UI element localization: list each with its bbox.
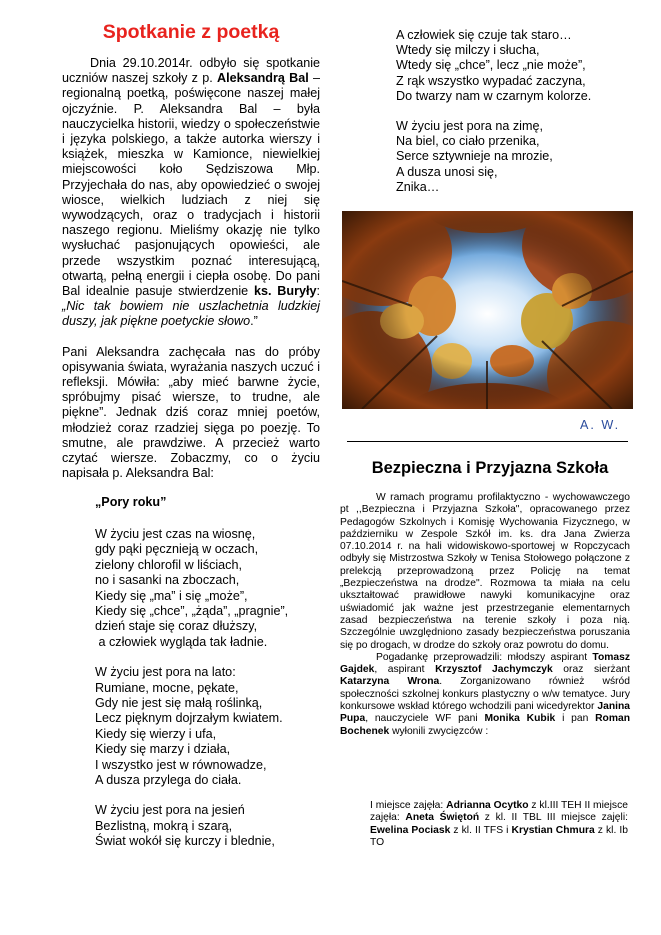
winner-name: Aneta Świętoń xyxy=(405,812,480,824)
text: – regionalną poetką, poświęcone naszej małej ojczyźnie. P. Aleksandra Bal – była nauczycielka historii, wiedzy o społeczeństwie i języka polskiego, a także autorka wierszy i książek, mieszka w Kamionce, niewielkiej miejscowości koło Sędziszowa Młp. Przyjechała do nas, aby opowiedzieć o swojej wiosce, wielkich ludziach z niej się wywodzących, oraz o tradycjach i historii naszego regionu. Mieliśmy okazję nie tylko wysłuchać pasjonujących opowieści, ale przede wszystkim poznać interesującą, otwartą, pełną energii i ciepła osobę. Do pani Bal idealnie pasuje stwierdzenie xyxy=(62,71,321,299)
poem-line: Wtedy się milczy i słucha, xyxy=(396,43,540,58)
text: Dnia 29.10.2014r. odbyło się spotkanie uczniów naszej szkoły z p. xyxy=(62,56,320,86)
poem-line: zielony chlorofil w liściach, xyxy=(95,557,242,572)
winner-name: Ewelina Pociask xyxy=(370,824,451,836)
poem-line: W życiu jest pora na lato: xyxy=(95,665,236,680)
poem-line: A człowiek się czuje tak staro… xyxy=(396,28,572,42)
text: z kl. Ib TO xyxy=(370,824,628,848)
text: z kl. II TFS i xyxy=(450,824,512,836)
article-2-title: Bezpieczna i Przyjazna Szkoła xyxy=(371,459,609,477)
poem-line: gdy pąki pęcznieją w oczach, xyxy=(95,542,259,557)
article-2-paragraph-1: W ramach programu profilaktyczno - wychowawczego pt ,,Bezpieczna i Przyjazna Szkoła", opracowanego przez Pedagogów Szkolnych i Komisję Wychowania Fizycznego, w październiku w Zespole Szkół im. ks. dra Jana Zwierza 07.10.2014 r. na hali widowiskowo-sportowej w Ropczycach odbyły się Mistrzostwa Szkoły w Tenisa Stołowego połączone z prelekcją przeprowadzoną przez Policję na temat „Bezpieczeństwa na drodze". Rozmowa ta miała na celu ukształtować prawidłowe nawyki komunikacyjne oraz uświadomić jak ważne jest przestrzeganie elementarnych zasad bezpieczeństwa na terenie szkoły i poza nią. Szczególnie uwzględniono zasady bezpieczeństwa poruszania się po drogach, w drodze do szkoły oraz powrotu do domu. xyxy=(340,492,630,651)
left-column xyxy=(62,20,320,865)
person-name: Roman Bochenek xyxy=(340,713,630,737)
quote: „Nic tak bowiem nie uszlachetnia ludzkiej duszy, jak piękne poetyckie słowo xyxy=(62,299,320,329)
winner-name: Krystian Chmura xyxy=(511,824,595,836)
poem-line: A dusza unosi się, xyxy=(396,164,498,179)
poem-line: Kiedy się „ma” i się „może”, xyxy=(95,588,248,603)
poem-line: Świat wokół się kurczy i blednie, xyxy=(95,834,275,849)
right-column xyxy=(342,28,638,210)
poem-line: A dusza przylega do ciała. xyxy=(95,772,242,787)
poem-line: W życiu jest pora na jesień xyxy=(95,803,245,818)
poem-line: Na biel, co ciało przenika, xyxy=(396,134,540,149)
poem xyxy=(95,495,320,849)
poem-line: Bezlistną, mokrą i szarą, xyxy=(95,818,233,833)
stanza-spring xyxy=(95,527,320,650)
article-paragraph-2: Pani Aleksandra zachęcała nas do próby opisywania świata, wyrażania naszych uczuć i refleksji. Mówiła: „aby mieć barwne życie, spróbujmy pisać wiersze, to trudne, ale piękne”. Jednak dziś coraz mniej poetów, młodzież coraz rzadziej sięga po poezję. To smutne, ale prawdziwe. A przecież warto czytać wiersze. Zobaczmy, co o życiu napisała p. Aleksandra Bal: xyxy=(62,344,320,481)
section-divider xyxy=(347,441,628,442)
text: i pan xyxy=(555,713,596,725)
article-2-paragraph-2 xyxy=(340,652,630,738)
winners-list xyxy=(370,800,628,849)
text: z kl. II TBL xyxy=(479,812,542,824)
poem-title: „Pory roku” xyxy=(95,495,167,510)
stanza-summer xyxy=(95,665,320,788)
poet-name: Aleksandrą Bal xyxy=(216,71,309,86)
poem-line: W życiu jest pora na zimę, xyxy=(396,119,543,134)
quoted-author: ks. Buryły xyxy=(253,284,317,299)
text: I miejsce zajęła: xyxy=(370,800,447,811)
poem-line: I wszystko jest w równowadze, xyxy=(95,757,267,772)
article-paragraph-1 xyxy=(62,56,320,330)
winner-name: Adrianna Ocytko xyxy=(446,800,529,811)
poem-line: Serce sztywnieje na mrozie, xyxy=(396,149,553,164)
text: .” xyxy=(250,314,258,329)
person-name: Monika Kubik xyxy=(484,713,556,725)
poem-line: a człowiek wygląda tak ładnie. xyxy=(95,634,268,649)
poem-line: Kiedy się „chce”, „żąda”, „pragnie”, xyxy=(95,603,289,618)
stanza-autumn-end xyxy=(396,28,638,104)
poem-line: Znika… xyxy=(396,179,440,194)
poem-line: Z rąk wszystko wypadać zaczyna, xyxy=(396,73,586,88)
text: II miejsce zajęła: xyxy=(370,800,628,824)
stanza-autumn-start xyxy=(95,803,320,849)
poem-line: Rumiane, mocne, pękate, xyxy=(95,680,239,695)
person-name: Katarzyna Wrona xyxy=(340,676,440,688)
poem-line: Gdy nie jest się małą roślinką, xyxy=(95,695,263,710)
poem-line: Lecz pięknym dojrzałym kwiatem. xyxy=(95,711,283,726)
text: , aspirant xyxy=(374,664,436,676)
poem-continued xyxy=(396,28,638,195)
text: oraz sierżant xyxy=(552,664,631,676)
poem-line: Kiedy się wierzy i ufa, xyxy=(95,726,217,741)
text: III miejsce zajęli: xyxy=(546,812,628,824)
poem-line: Kiedy się marzy i działa, xyxy=(95,742,231,757)
text: Pogadankę przeprowadzili: młodszy aspirant xyxy=(376,651,593,663)
poem-line: Do twarzy nam w czarnym kolorze. xyxy=(396,88,592,103)
winners-paragraph xyxy=(370,800,628,849)
poem-signature: A. W. xyxy=(580,418,621,432)
poem-line: W życiu jest czas na wiosnę, xyxy=(95,526,256,541)
article-2-body xyxy=(340,492,630,738)
poem-line: dzień staje się coraz dłuższy, xyxy=(95,619,258,634)
article-title: Spotkanie z poetką xyxy=(102,21,280,43)
text: z kl.III TEH xyxy=(528,800,582,811)
person-name: Tomasz Gajdek xyxy=(340,651,630,676)
text: : xyxy=(316,284,320,299)
text: wyłonili zwycięzców : xyxy=(389,725,489,737)
person-name: Krzysztof Jachymczyk xyxy=(435,664,553,676)
person-name: Janina Pupa xyxy=(340,701,630,725)
text: . Zorganizowano również wśród społeczności szkolnej konkurs plastyczny o w/w tematyce. Jury konkursowe wskład którego wchodzili pani wicedyrektor xyxy=(340,676,630,713)
poem-line: Wtedy się „chce”, lecz „nie może”, xyxy=(396,58,586,73)
autumn-trees-photo xyxy=(342,211,633,409)
poem-line: no i sasanki na zboczach, xyxy=(95,573,240,588)
stanza-winter xyxy=(396,119,638,195)
text: , nauczyciele WF pani xyxy=(365,713,485,725)
